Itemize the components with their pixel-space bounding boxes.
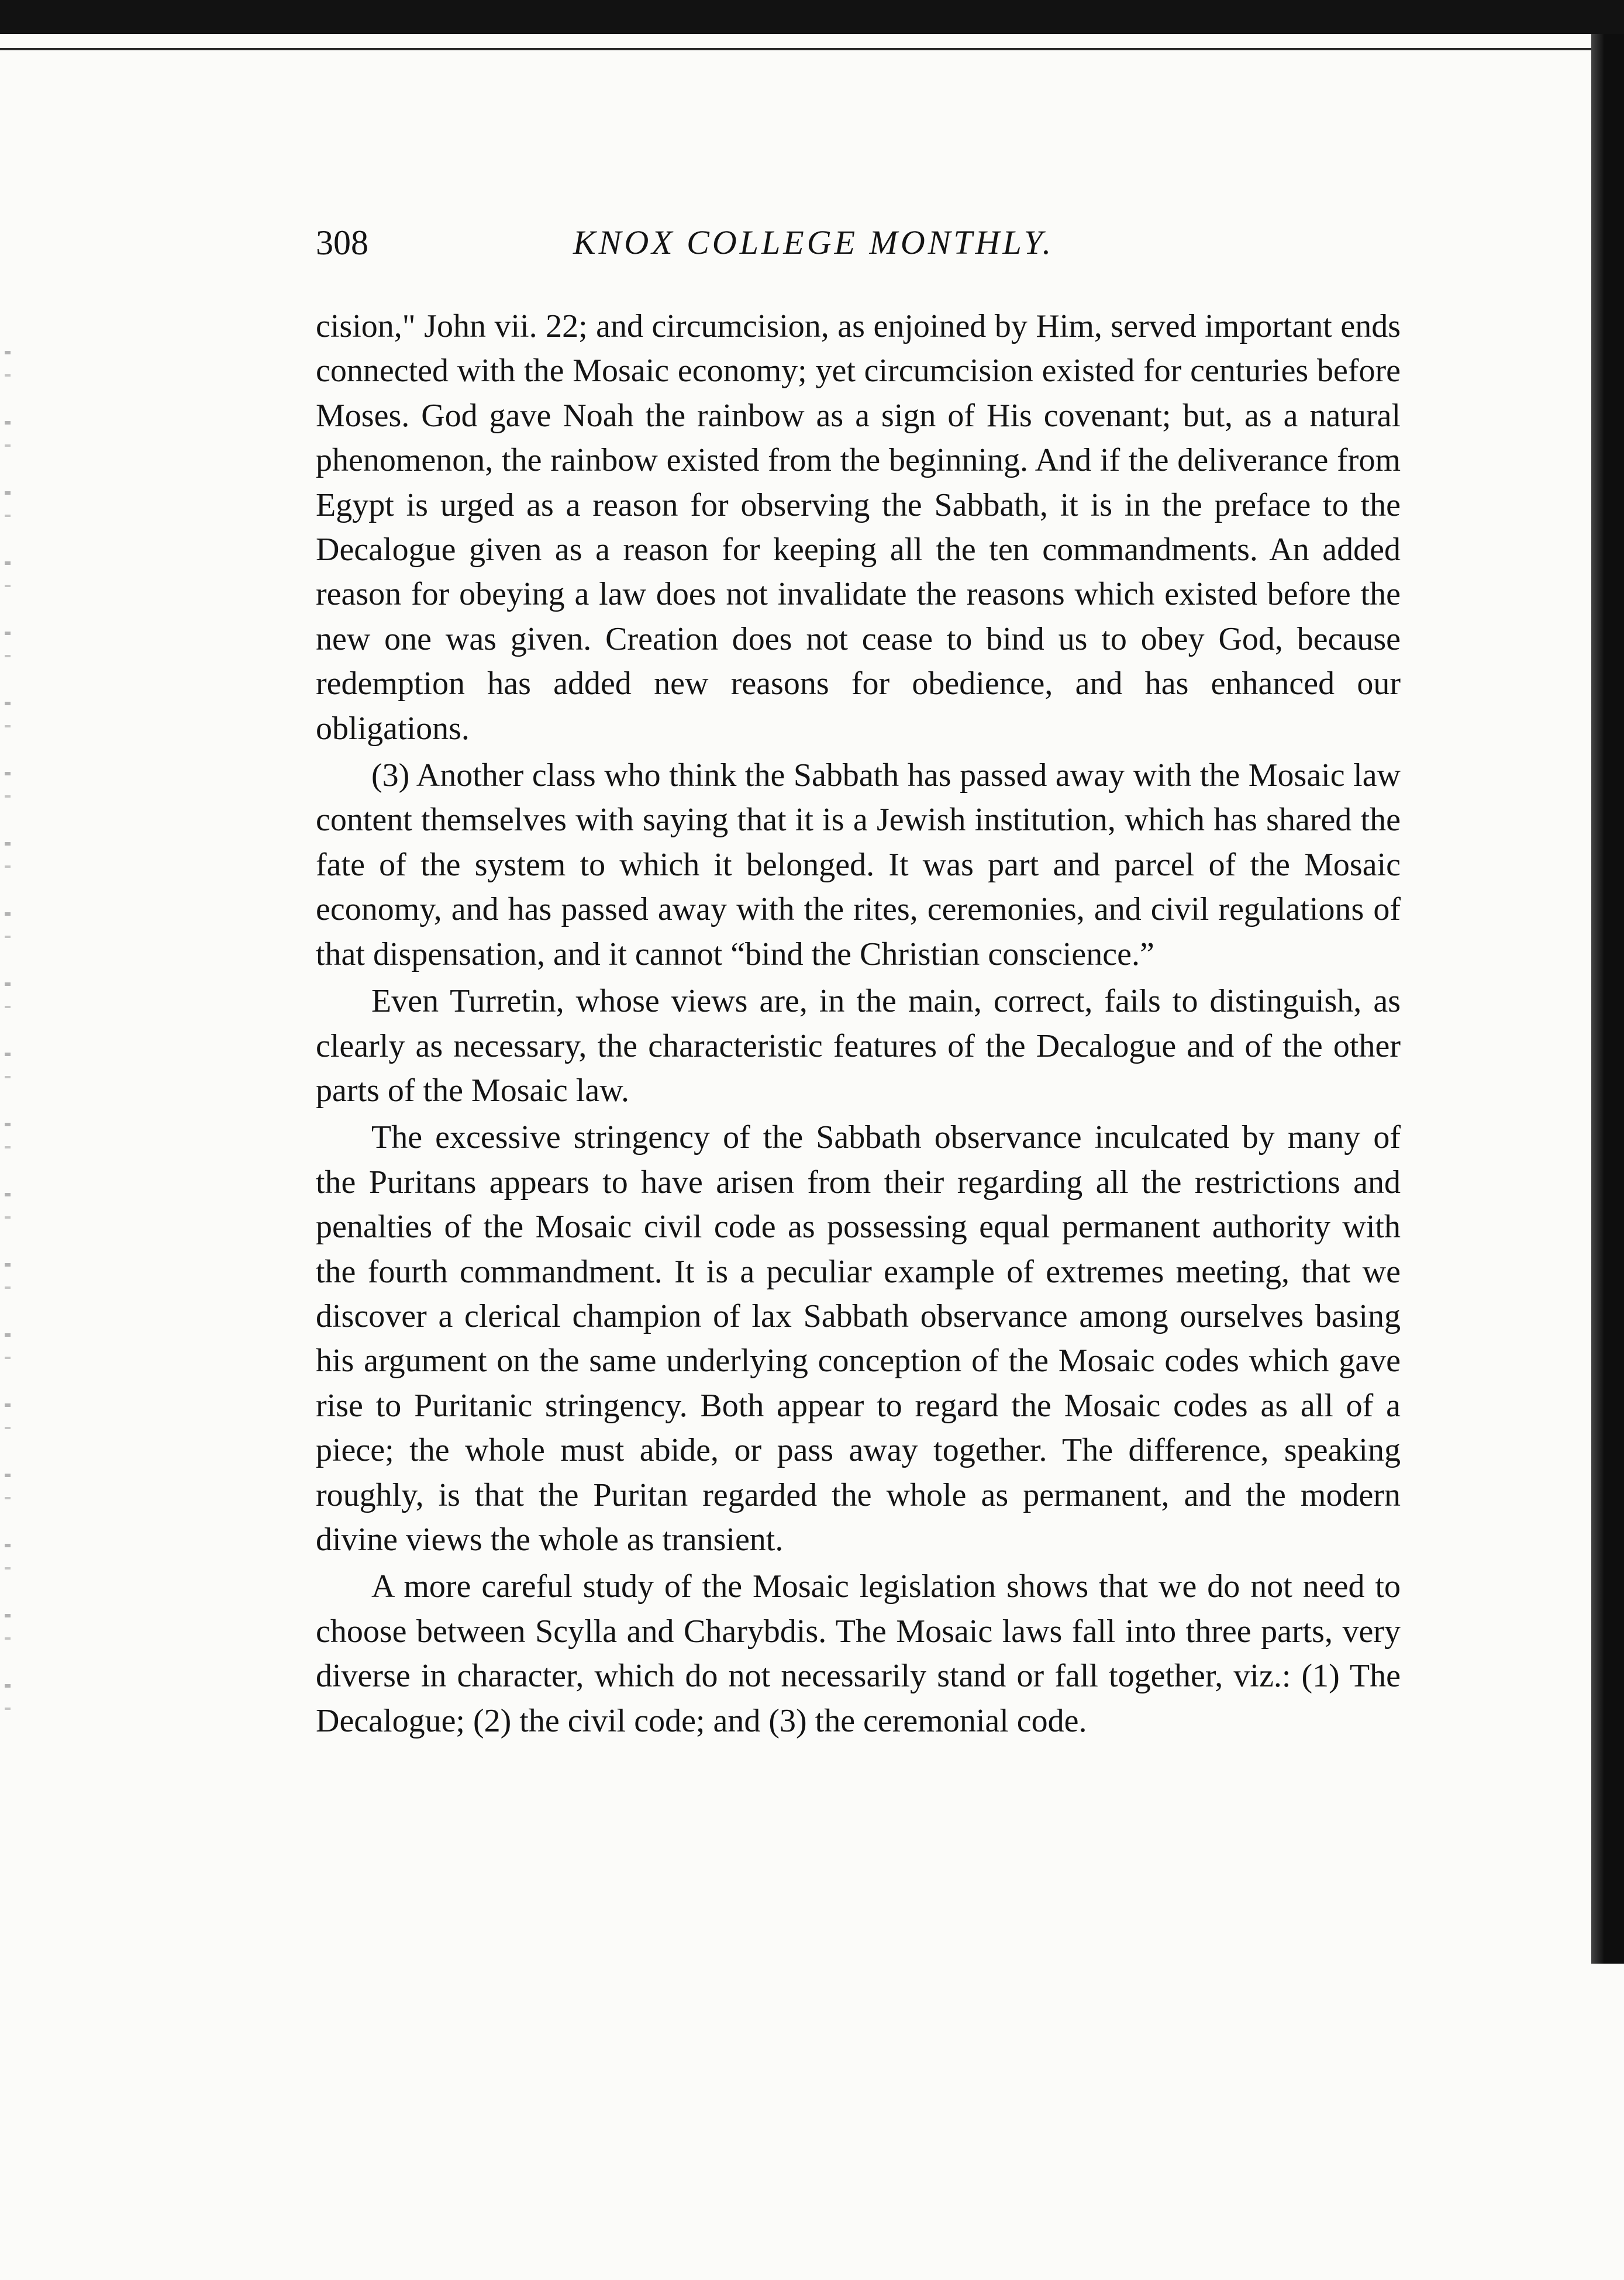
body-text [316,304,1401,1743]
paragraph: A more careful study of the Mosaic legislation shows that we do not need to choose between Scylla and Charybdis. The Mosaic laws fall into three parts, very diverse in character, which do not necessarily stand or fall together, viz.: (1) The Decalogue; (2) the civil code; and (3) the ceremonial code. [316,1568,1401,1739]
paragraph: The excessive stringency of the Sabbath observance inculcated by many of the Puritans appears to have arisen from their regarding all the restrictions and penalties of the Mosaic civil code as possessing equal permanent authority with the fourth commandment. It is a peculiar example of extremes meeting, that we discover a clerical champion of lax Sabbath observance among ourselves basing his argument on the same underlying conception of the Mosaic codes which gave rise to Puritanic stringency. Both appear to regard the Mosaic codes as all of a piece; the whole must abide, or pass away together. The difference, speaking roughly, is that the Puritan regarded the whole as permanent, and the modern divine views the whole as transient. [316,1119,1401,1558]
journal-title: KNOX COLLEGE MONTHLY. [573,223,1054,261]
paragraph: Even Turretin, whose views are, in the main, correct, fails to distinguish, as clearly as necessary, the characteristic features of the Decalogue and of the other parts of the Mosaic law. [316,983,1401,1109]
scan-left-specks [5,351,11,1754]
scan-top-rule [0,48,1624,50]
paragraph: (3) Another class who think the Sabbath has passed away with the Mosaic law content themselves with saying that it is a Jewish institution, which has shared the fate of the system to which it belonged. It was part and parcel of the Mosaic economy, and has passed away with the rites, ceremonies, and civil regulations of that dispensation, and it cannot “bind the Christian conscience.” [316,757,1401,972]
running-head [316,216,1398,269]
scan-top-border [0,0,1624,34]
paragraph-continuation: cision," John vii. 22; and circumcision, as enjoined by Him, served important ends connected with the Mosaic economy; yet circumcision existed for centuries before Moses. God gave Noah the rainbow as a sign of His covenant; but, as a natural phenomenon, the rainbow existed from the beginning. And if the deliverance from Egypt is urged as a reason for observing the Sabbath, it is in the preface to the Decalogue given as a reason for keeping all the ten commandments. An added reason for obeying a law does not invalidate the reasons which existed before the new one was given. Creation does not cease to bind us to obey God, because redemption has added new reasons for obedience, and has enhanced our obligations. [316,308,1401,747]
page-number: 308 [316,223,368,262]
scan-right-edge [1591,34,1624,1964]
